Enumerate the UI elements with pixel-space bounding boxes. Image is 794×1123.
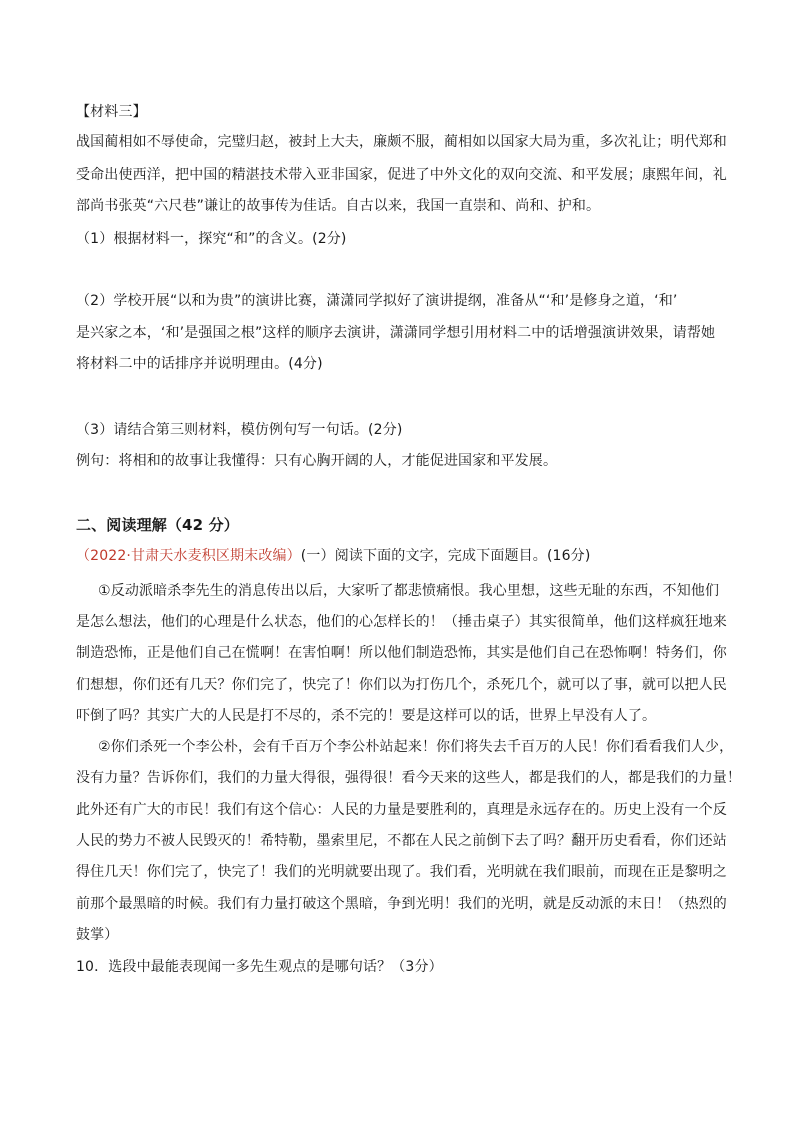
question-2-line: （2）学校开展“以和为贵”的演讲比赛，潇潇同学拟好了演讲提纲，准备从“‘和’是修身之道，‘和’: [76, 293, 678, 309]
paragraph-1-line: 们想想，你们还有几天？你们完了，快完了！你们以为打伤几个，杀死几个，就可以了事，就可以把人民: [76, 677, 727, 693]
paragraph-2-line: ②你们杀死一个李公朴，会有千百万个李公朴站起来！你们将失去千百万的人民！你们看看我们人少，: [98, 739, 734, 755]
paragraph-2-line: 没有力量？告诉你们，我们的力量大得很，强得很！看今天来的这些人，都是我们的人，都是我们的力量！: [76, 770, 742, 786]
paragraph-2-line: 人民的势力不被人民毁灭的！希特勒，墨索里尼，不都在人民之前倒下去了吗？翻开历史看看，你们还站: [76, 833, 727, 849]
material3-line: 受命出使西洋，把中国的精湛技术带入亚非国家，促进了中外文化的双向交流、和平发展；康熙年间，礼: [76, 167, 727, 183]
paragraph-2-line: 得住几天！你们完了，快完了！我们的光明就要出现了。我们看，光明就在我们眼前，而现在正是黎明之: [76, 864, 727, 880]
paragraph-2-line: 鼓掌）: [76, 927, 119, 943]
material3-line: 战国蔺相如不辱使命，完璧归赵，被封上大夫，廉颇不服，蔺相如以国家大局为重，多次礼让；明代郑和: [76, 134, 727, 150]
example-sentence: 例句：将相和的故事让我懂得：只有心胸开阔的人，才能促进国家和平发展。: [76, 453, 558, 469]
section-2-intro-line: [76, 546, 726, 566]
paragraph-1-line: 制造恐怖，正是他们自己在慌啊！在害怕啊！所以他们制造恐怖，其实是他们自己在恐怖啊！特务们，你: [76, 645, 727, 661]
question-3: （3）请结合第三则材料，模仿例句写一句话。(2分): [76, 422, 403, 438]
question-10: 10．选段中最能表现闻一多先生观点的是哪句话？（3分）: [76, 959, 443, 975]
paragraph-1-line: 吓倒了吗？其实广大的人民是打不尽的，杀不完的！要是这样可以的话，世界上早没有人了。: [76, 708, 657, 724]
question-2-line: 是兴家之本，‘和’是强国之根”这样的顺序去演讲，潇潇同学想引用材料二中的话增强演讲效果，请帮她: [76, 325, 716, 341]
paragraph-1-line: 是怎么想法，他们的心理是什么状态，他们的心怎样长的！（捶击桌子）其实很简单，他们这样疯狂地来: [76, 614, 727, 630]
question-2-line: 将材料二中的话排序并说明理由。(4分): [76, 356, 323, 372]
section-2-title: 二、阅读理解（42 分）: [76, 516, 239, 534]
paragraph-2-line: 前那个最黑暗的时候。我们有力量打破这个黑暗，争到光明！我们的光明，就是反动派的末日！（热烈的: [76, 896, 727, 912]
section-2-intro: (一）阅读下面的文字，完成下面题目。(16分): [300, 548, 591, 564]
paragraph-2-line: 此外还有广大的市民！我们有这个信心：人民的力量是要胜利的，真理是永远存在的。历史上没有一个反: [76, 802, 727, 818]
source-citation: （2022·甘肃天水麦积区期末改编）: [76, 548, 301, 564]
question-1: （1）根据材料一，探究“和”的含义。(2分): [76, 231, 347, 247]
material3-heading: 【材料三】: [76, 104, 147, 120]
material3-line: 部尚书张英“六尺巷”谦让的故事传为佳话。自古以来，我国一直崇和、尚和、护和。: [76, 198, 601, 214]
paragraph-1-line: ①反动派暗杀李先生的消息传出以后，大家听了都悲愤痛恨。我心里想，这些无耻的东西，不知他们: [98, 583, 720, 599]
